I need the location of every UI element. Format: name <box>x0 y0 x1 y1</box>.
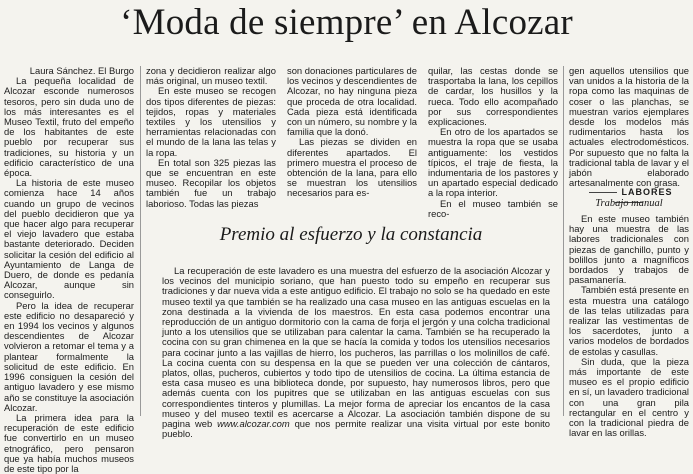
article-column-2 <box>146 66 276 209</box>
article-column-3 <box>287 66 417 199</box>
article-column-1 <box>4 66 134 474</box>
paragraph: zona y decidieron realizar algo más original, un museo textil. <box>146 65 276 87</box>
paragraph: En el museo también se reco- <box>428 197 558 219</box>
column-divider <box>563 66 564 416</box>
section-subtitle: Trabajo manual <box>595 198 663 209</box>
paragraph: La primera idea para la recuperación de este edificio fue convertirlo en un museo etnográfico, pero pensaron que ya había muchos museos de este tipo por la <box>4 411 134 474</box>
box-text-tail: que nos permite realizar una visita virtual por este bonito pueblo. <box>162 418 550 440</box>
paragraph: gen aquellos utensilios que van unidos a la historia de la ropa como las maquinas de coser o las planchas, se muestran varios ejemplares desde los modelos más rudimentarios hasta los actuales electrodomésticos. Por supuesto que no falta la tradicional tabla de lavar y el jabón elaborado artesanalmente con grasa. <box>569 65 689 189</box>
paragraph: La historia de este museo comienza hace 14 años cuando un grupo de vecinos del pueblo decidieron que ya que hacer algo para recuperar el viejo lavadero que estaba bastante deteriorado. Deciden solicitar la cesión del edificio al Ayuntamiento de Langa de Duero, de donde es pedanía Alcozar, aunque sin conseguirlo. <box>4 177 134 301</box>
headline: ‘Moda de siempre’ en Alcozar <box>120 2 573 43</box>
paragraph: En otro de los apartados se muestra la ropa que se usaba antiguamente: los vestidos típicos, el traje de fiesta, la indumentaria de los pastores y un apartado especial dedicado a la ropa interior. <box>428 126 558 199</box>
paragraph: Sin duda, que la pieza más importante de este museo es el propio edificio en sí, un lavadero tradicional con una gran pila rectangular en el centro y con la tradicional piedra de lavar en las orillas. <box>569 355 689 439</box>
box-title: Premio al esfuerzo y la constancia <box>219 224 483 245</box>
paragraph: Las piezas se dividen en diferentes apartados. El primero muestra el proceso de obtención de la lana, para ello se muestran los utensilios necesarios para es- <box>287 136 417 199</box>
paragraph: son donaciones particulares de los vecinos y descendientes de Alcozar, no hay ninguna pieza que proceda de otra localidad. Cada pieza está identificada con un número, su nombre y la familia que la donó. <box>287 65 417 138</box>
paragraph <box>162 266 550 439</box>
article-column-5 <box>569 66 689 188</box>
paragraph: En total son 325 piezas las que se encuentran en este museo. Recopilar los objetos también fue un trabajo laborioso. Todas las piezas <box>146 156 276 209</box>
box-text <box>162 266 550 439</box>
paragraph: Pero la idea de recuperar este edificio no desapareció y en 1994 los vecinos y algunos descendientes de Alcozar volvieron a retomar el tema y a plantear formalmente la solicitud de este edificio. En 1996 consiguen la cesión del antiguo lavadero y ese mismo año se constituye la asociación Alcozar. <box>4 299 134 413</box>
byline: Laura Sánchez. El Burgo <box>29 65 134 76</box>
paragraph: En este museo también hay una muestra de las labores tradicionales con piezas de ganchillo, punto y bolillos junto a magníficos bordados y trabajos de pasamanería. <box>569 213 689 286</box>
paragraph: quilar, las cestas donde se trasportaba la lana, los cepillos de cardar, los husillos y la rueca. Todo ello acompañado por sus correspondientes explicaciones. <box>428 65 558 128</box>
paragraph: En este museo se recogen dos tipos diferentes de piezas: tejidos, ropas y materiales textiles y los utensilios y herramientas relacionadas con el mundo de la lana las telas y la ropa. <box>146 85 276 158</box>
section-label: LABORES <box>569 187 689 207</box>
paragraph: También está presente en esta muestra una catálogo de las telas utilizadas para realizar las vestimentas de los sacerdotes, junto a varios modelos de bordados de estolas y casullas. <box>569 284 689 357</box>
sidebar-column <box>569 214 689 438</box>
website-link[interactable]: www.alcozar.com <box>217 418 290 430</box>
paragraph: La pequeña localidad de Alcozar esconde numerosos tesoros, pero sin duda uno de los más interesantes es el Museo Textil, fruto del empeño de los habitantes de este pueblo por recuperar sus tradiciones, su historia y un edificio característico de una época. <box>4 75 134 179</box>
box-text-body: La recuperación de este lavadero es una muestra del esfuerzo de la asociación Alcozar y los vecinos del municipio soriano, que han puesto todo su empeño en recuperar sus tradiciones y dar nueva vida a este antiguo edificio. El trabajo no solo se ha quedado en este museo textil ya que también se ha realizado una casa museo en las antiguas escuelas en la zona destinada a la vivienda de los maestros. En esta casa podemos encontrar una reproducción de un antiguo dormitorio con la cama de forja el jergón y una colcha tradicional junto a los utensilios que se utilizaban para calentar la cama. También se ha recuperado la cocina con su gran chimenea en la que se hacía la comida y todos los utensilios necesarios para cocinar junto a las vajillas de hierro, los pucheros, las parrillas o los molinillos de café. La cocina cuenta con su despensa en la que se pueden ver una colección de cántaros, platos, ollas, pucheros, cubiertos y todo tipo de utensilios de cocina. La última estancia de esta casa museo es una biblioteca donde, por supuesto, hay numerosos libros, pero que además cuenta con los pupitres que se utilizaban en las antiguas escuelas con sus correspondientes tinteros y plumillas. La mejor forma de apreciar los encantos de la casa museo y del museo textil es acercarse a Alcozar. La asociación también dispone de su pagina web <box>162 265 550 430</box>
article-column-4 <box>428 66 558 219</box>
column-divider <box>140 66 141 416</box>
